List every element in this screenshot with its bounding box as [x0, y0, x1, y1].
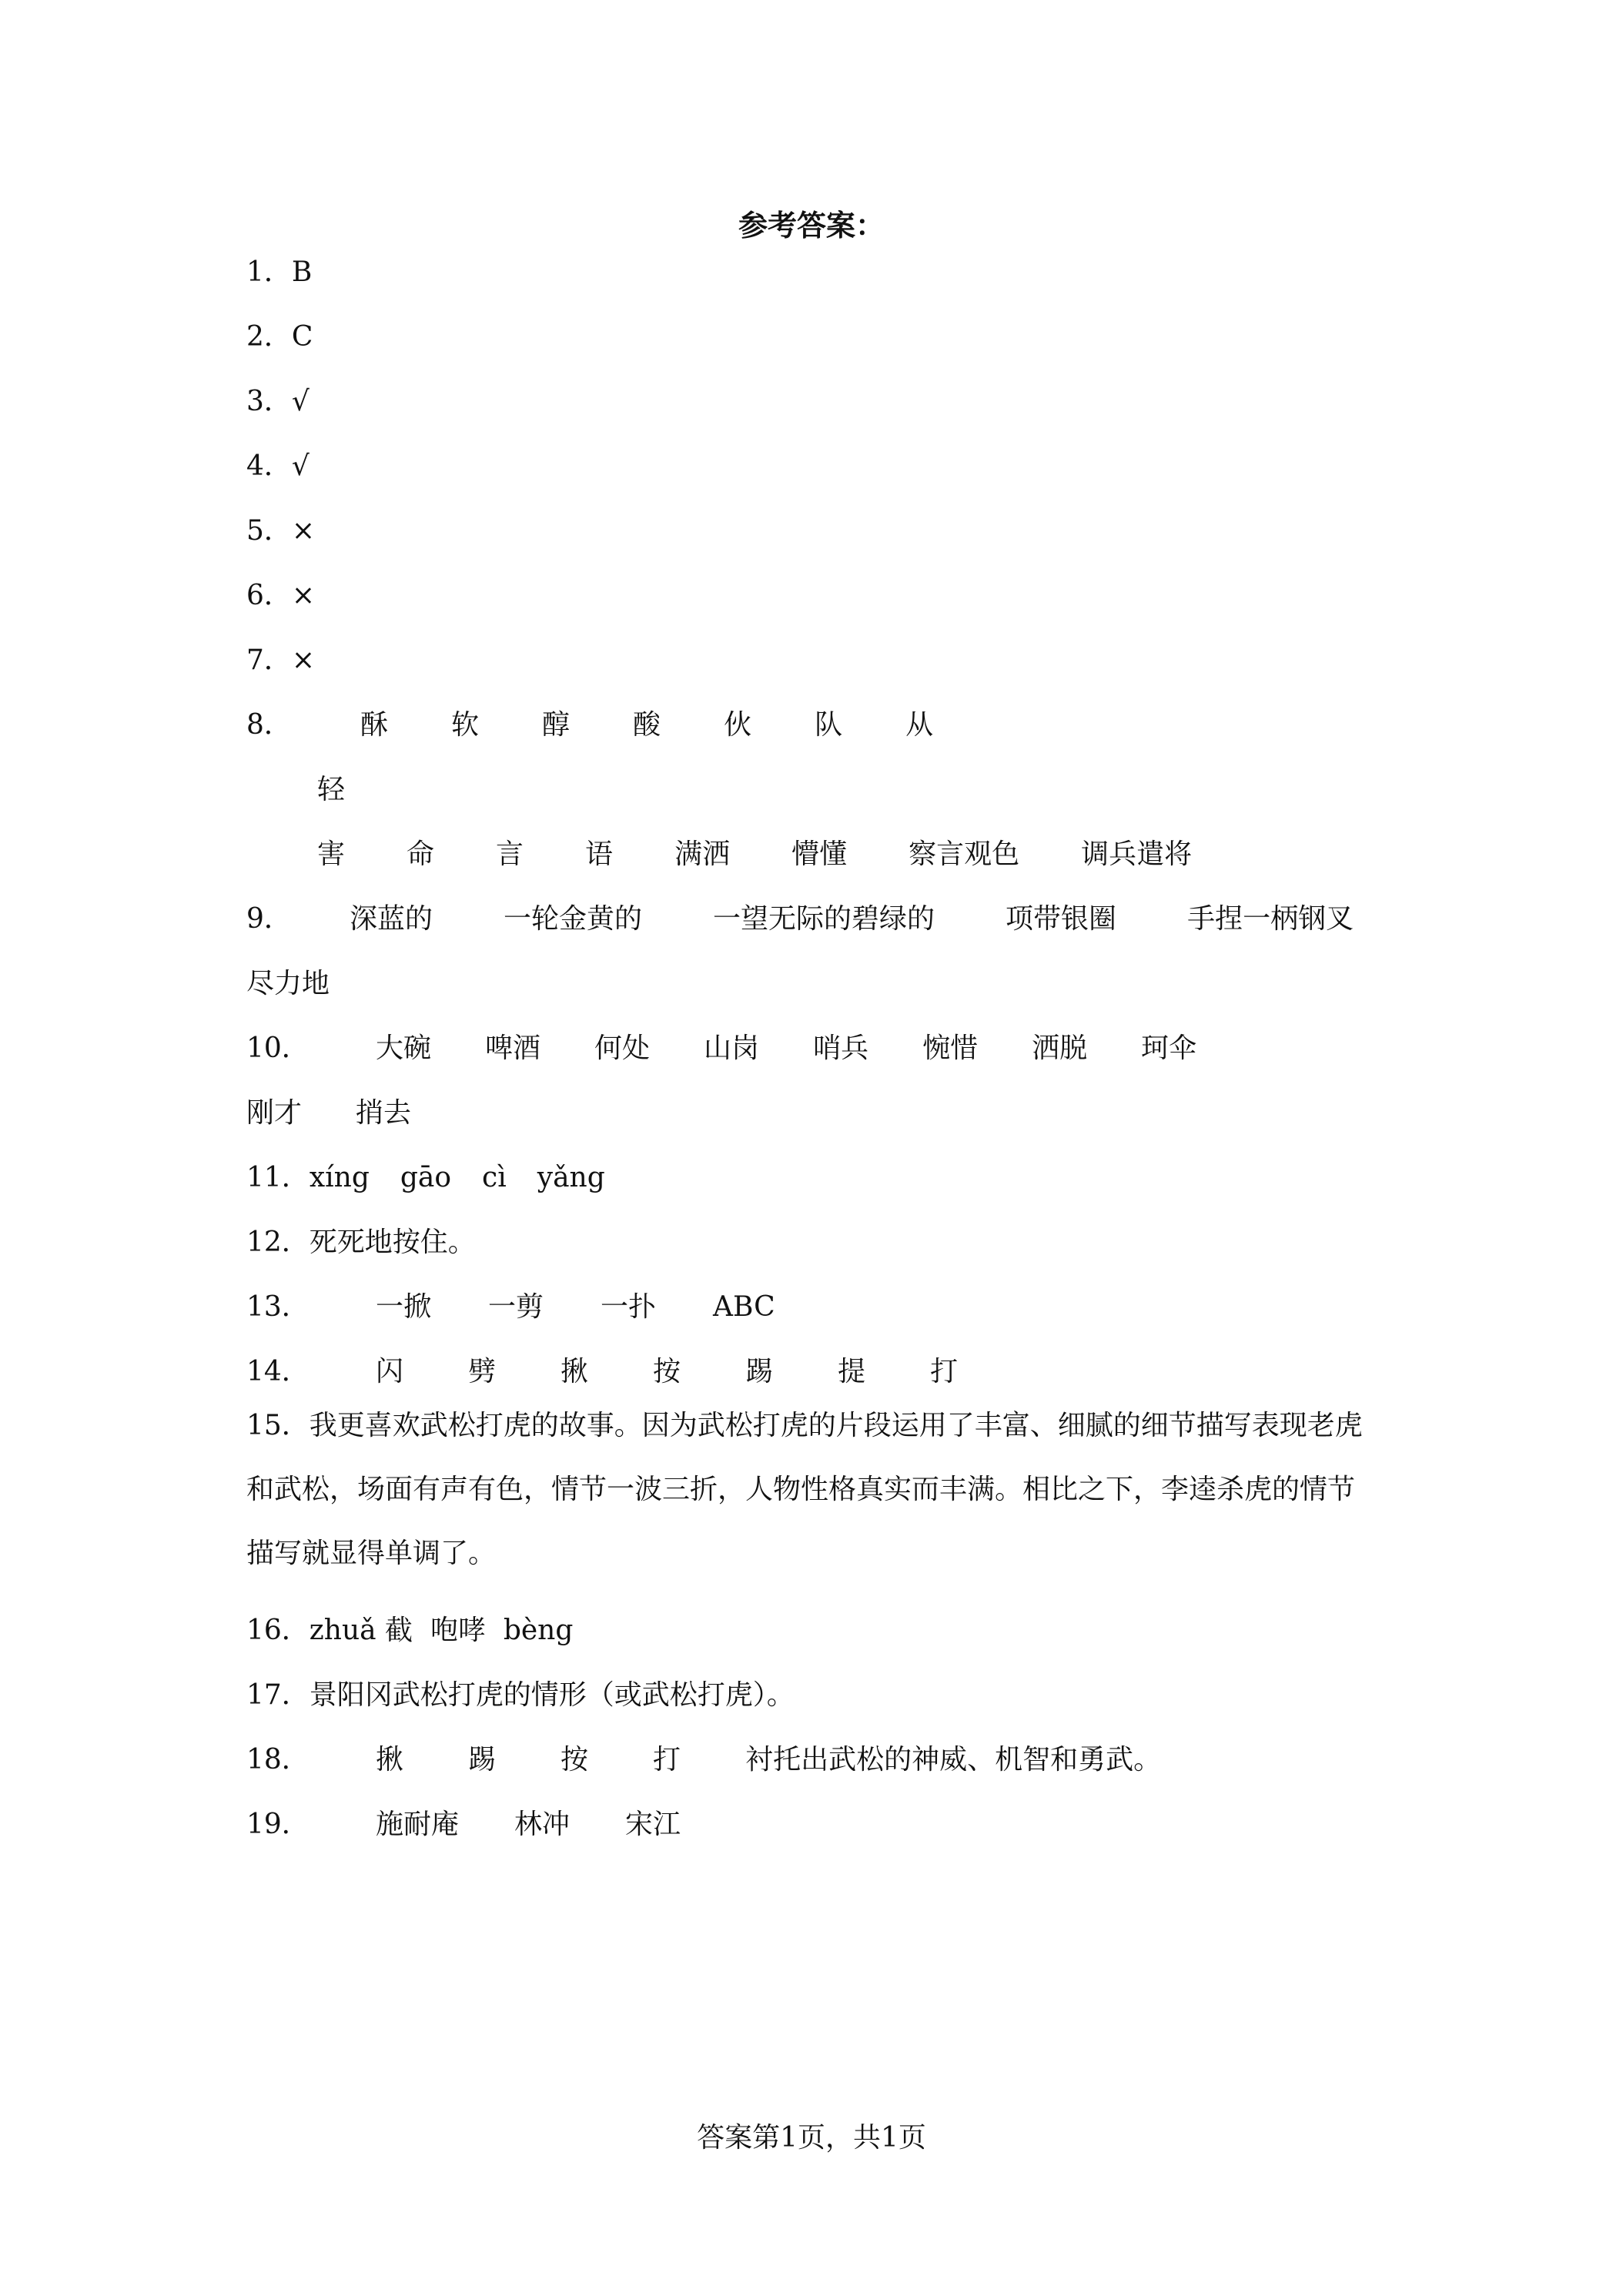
answer-10 [246, 1027, 1250, 1070]
answer-word: ABC [713, 1291, 775, 1323]
answer-5: 5．× [246, 515, 316, 547]
answer-word: 从 [905, 709, 934, 741]
answer-number: 13． [246, 1291, 310, 1323]
answer-word: 语 [585, 838, 614, 870]
answer-9-cont: 尽力地 [246, 968, 330, 999]
answer-word: 队 [815, 709, 843, 741]
answer-word: 按 [653, 1356, 681, 1387]
answer-word: 提 [838, 1356, 866, 1387]
page-title: 参考答案： [738, 208, 885, 243]
answer-13 [246, 1286, 832, 1329]
answer-2: 2．C [246, 321, 313, 353]
answer-word: 惋惜 [922, 1033, 979, 1064]
answer-word: 一掀 [376, 1291, 432, 1323]
answer-8-line-1 [246, 704, 996, 747]
answer-word: 言 [496, 838, 524, 870]
answer-19 [246, 1803, 736, 1846]
answer-word: gāo [400, 1162, 452, 1193]
answer-number: 11． [246, 1162, 310, 1193]
answer-word: 深蓝的 [350, 903, 433, 935]
answer-number: 8． [246, 709, 292, 741]
answer-word: 揪 [561, 1356, 589, 1387]
answer-word: 何处 [594, 1033, 651, 1064]
answer-word: 宋江 [625, 1809, 681, 1840]
answer-word: 酸 [633, 709, 661, 741]
answer-word: 伙 [724, 709, 752, 741]
answer-word: 林冲 [514, 1809, 571, 1840]
answer-word: 满洒 [674, 838, 731, 870]
answer-14 [246, 1350, 1022, 1394]
answer-6: 6．× [246, 580, 316, 611]
answer-word: 一望无际的碧绿的 [713, 903, 935, 935]
answer-word: 啤酒 [485, 1033, 541, 1064]
answer-number: 9． [246, 903, 292, 935]
answer-word: 命 [407, 838, 435, 870]
answer-word: xíng [309, 1162, 370, 1193]
answer-12: 12．死死地按住。 [246, 1227, 476, 1258]
answer-word: 一扑 [601, 1291, 657, 1323]
answer-17: 17．景阳冈武松打虎的情形（或武松打虎）。 [246, 1679, 795, 1711]
answer-word: 踢 [468, 1744, 497, 1776]
answer-word: 踢 [745, 1356, 774, 1387]
answer-word: cì [482, 1162, 507, 1193]
answer-18 [246, 1739, 1226, 1782]
answer-16: 16．zhuǎ 截 咆哮 bèng [246, 1615, 574, 1646]
answer-8-line-3 [317, 833, 1253, 876]
answer-word: 珂伞 [1141, 1033, 1197, 1064]
answer-word: 山岗 [704, 1033, 760, 1064]
answer-word: 大碗 [376, 1033, 432, 1064]
answer-7: 7．× [246, 644, 316, 676]
answer-10-cont [246, 1092, 465, 1135]
answer-3: 3．√ [246, 386, 310, 417]
answer-word: 软 [451, 709, 480, 741]
answer-word: 醇 [542, 709, 571, 741]
answer-word: 闪 [376, 1356, 404, 1387]
answer-number: 14． [246, 1356, 310, 1387]
answer-1: 1．B [246, 256, 313, 288]
answer-9 [246, 898, 1424, 941]
answer-word: 项带银圈 [1006, 903, 1117, 935]
answer-word: 一轮金黄的 [504, 903, 643, 935]
answer-word: 哨兵 [813, 1033, 869, 1064]
answer-word: 害 [317, 838, 346, 870]
answer-word: 衬托出武松的神威、机智和勇武。 [745, 1744, 1162, 1776]
answer-number: 10． [246, 1033, 310, 1064]
answer-word: 打 [653, 1744, 681, 1776]
answer-word: 懵懂 [791, 838, 848, 870]
answer-word: 劈 [468, 1356, 497, 1387]
answer-15: 15．我更喜欢武松打虎的故事。因为武松打虎的片段运用了丰富、细腻的细节描写表现老虎和武松，场面有声有色，情节一波三折，人物性格真实而丰满。相比之下，李逵杀虎的情节描写就显得单调了。 [246, 1410, 1363, 1569]
answer-number: 18． [246, 1744, 310, 1776]
answer-word: 洒脱 [1032, 1033, 1088, 1064]
answer-word: yǎng [537, 1162, 605, 1193]
answer-word: 察言观色 [909, 838, 1020, 870]
answer-word: 酥 [360, 709, 389, 741]
answer-4: 4．√ [246, 450, 310, 482]
answer-8-line-2: 轻 [317, 774, 346, 805]
answer-word: 一剪 [488, 1291, 544, 1323]
answer-word: 调兵遣将 [1081, 838, 1193, 870]
answer-word: 打 [930, 1356, 959, 1387]
answer-word: 施耐庵 [376, 1809, 460, 1840]
answer-word: 刚才 [246, 1097, 303, 1129]
answer-11 [246, 1156, 636, 1200]
answer-word: 手捏一柄钢叉 [1187, 903, 1354, 935]
page-footer: 答案第1页，共1页 [697, 2122, 926, 2154]
answer-word: 捎去 [356, 1097, 412, 1129]
answer-word: 按 [561, 1744, 589, 1776]
answer-word: 揪 [376, 1744, 404, 1776]
answer-number: 19． [246, 1809, 310, 1840]
